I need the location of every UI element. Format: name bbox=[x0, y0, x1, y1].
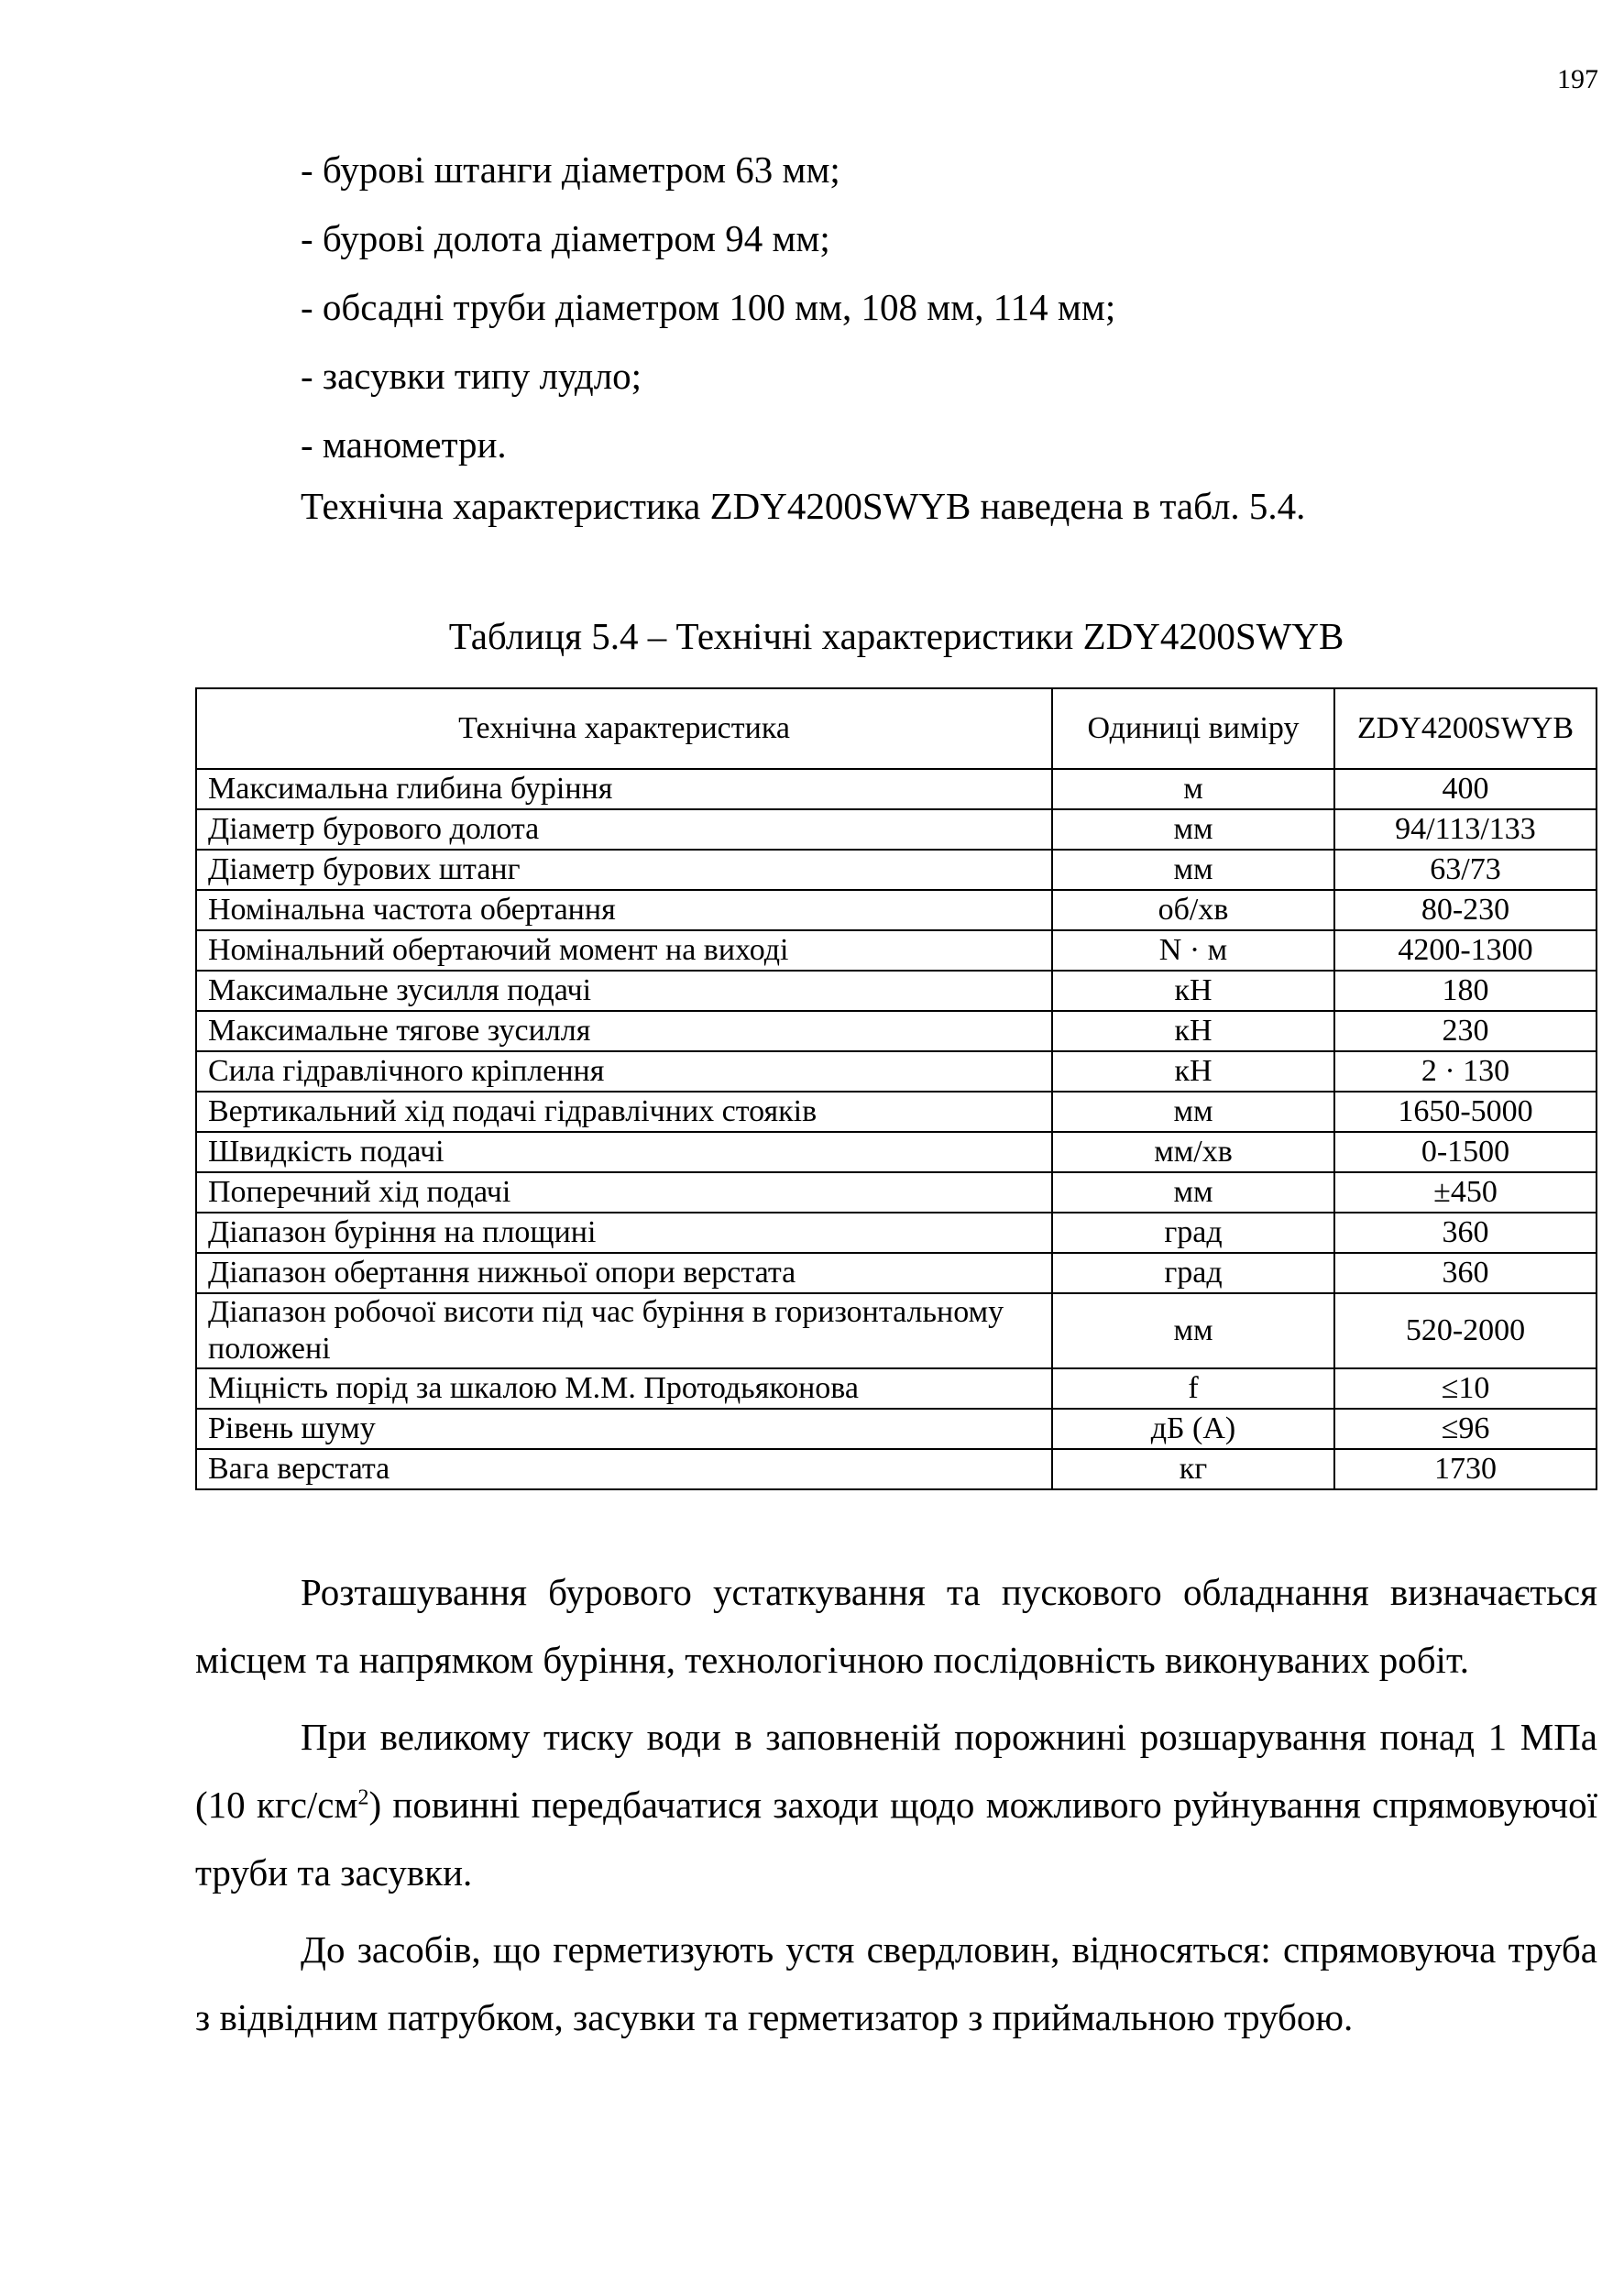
cell-value: 0-1500 bbox=[1334, 1132, 1597, 1172]
cell-characteristic: Міцність порід за шкалою М.М. Протодьяконова bbox=[196, 1368, 1052, 1409]
table-row bbox=[196, 1293, 1597, 1368]
cell-characteristic: Вага верстата bbox=[196, 1449, 1052, 1489]
table-row bbox=[196, 1449, 1597, 1489]
cell-value: 180 bbox=[1334, 971, 1597, 1011]
cell-units: кН bbox=[1052, 1011, 1334, 1051]
paragraph: Розташування бурового устаткування та пускового обладнання визначається місцем та напрямком буріння, технологічною послідовність виконуваних робіт. bbox=[195, 1571, 1597, 1681]
cell-units: кг bbox=[1052, 1449, 1334, 1489]
table-row bbox=[196, 850, 1597, 890]
list-item: - засувки типу лудло; bbox=[301, 355, 642, 397]
cell-units: мм bbox=[1052, 850, 1334, 890]
header-units: Одиниці виміру bbox=[1052, 688, 1334, 769]
cell-characteristic: Максимальне зусилля подачі bbox=[196, 971, 1052, 1011]
table-row bbox=[196, 1092, 1597, 1132]
cell-units: мм bbox=[1052, 1293, 1334, 1368]
cell-characteristic: Діапазон обертання нижньої опори верстата bbox=[196, 1253, 1052, 1293]
header-model: ZDY4200SWYB bbox=[1334, 688, 1597, 769]
cell-value: 360 bbox=[1334, 1253, 1597, 1293]
cell-value: 4200-1300 bbox=[1334, 930, 1597, 971]
cell-value: 360 bbox=[1334, 1213, 1597, 1253]
cell-units: кН bbox=[1052, 1051, 1334, 1092]
cell-characteristic: Рівень шуму bbox=[196, 1409, 1052, 1449]
cell-value: 520-2000 bbox=[1334, 1293, 1597, 1368]
table-row bbox=[196, 1172, 1597, 1213]
cell-characteristic: Діаметр бурових штанг bbox=[196, 850, 1052, 890]
cell-value: 230 bbox=[1334, 1011, 1597, 1051]
table-row bbox=[196, 1253, 1597, 1293]
table-header-row bbox=[196, 688, 1597, 769]
table-row bbox=[196, 1368, 1597, 1409]
cell-units: м bbox=[1052, 769, 1334, 809]
spec-table bbox=[195, 687, 1597, 1490]
table-row bbox=[196, 769, 1597, 809]
cell-value: 94/113/133 bbox=[1334, 809, 1597, 850]
cell-units: мм bbox=[1052, 809, 1334, 850]
header-characteristic: Технічна характеристика bbox=[196, 688, 1052, 769]
cell-value: 1730 bbox=[1334, 1449, 1597, 1489]
paragraph-text: ) повинні передбачатися заходи щодо можливого руйнування спрямовуючої труби та засувки. bbox=[195, 1784, 1597, 1894]
cell-units: мм bbox=[1052, 1092, 1334, 1132]
cell-value: 1650-5000 bbox=[1334, 1092, 1597, 1132]
cell-units: мм bbox=[1052, 1172, 1334, 1213]
cell-value: 2 · 130 bbox=[1334, 1051, 1597, 1092]
paragraph bbox=[195, 1703, 1597, 1906]
cell-characteristic: Номінальна частота обертання bbox=[196, 890, 1052, 930]
cell-units: мм/хв bbox=[1052, 1132, 1334, 1172]
list-item: - манометри. bbox=[301, 423, 507, 466]
cell-characteristic: Максимальна глибина буріння bbox=[196, 769, 1052, 809]
superscript: 2 bbox=[357, 1785, 369, 1810]
page-number: 197 bbox=[1557, 64, 1598, 94]
table-row bbox=[196, 809, 1597, 850]
cell-units: f bbox=[1052, 1368, 1334, 1409]
table-row bbox=[196, 1132, 1597, 1172]
table-body bbox=[196, 769, 1597, 1489]
table-row bbox=[196, 930, 1597, 971]
intro-text: Технічна характеристика ZDY4200SWYB наведена в табл. 5.4. bbox=[301, 485, 1306, 527]
paragraph-text: При великому тиску води в заповненій порожнині розшарування понад 1 МПа (10 кгс/см bbox=[195, 1716, 1597, 1826]
cell-characteristic: Діапазон робочої висоти під час буріння в горизонтальному положені bbox=[196, 1293, 1052, 1368]
cell-units: дБ (А) bbox=[1052, 1409, 1334, 1449]
cell-units: об/хв bbox=[1052, 890, 1334, 930]
cell-units: град bbox=[1052, 1253, 1334, 1293]
table-row bbox=[196, 1213, 1597, 1253]
cell-value: 80-230 bbox=[1334, 890, 1597, 930]
cell-characteristic: Сила гідравлічного кріплення bbox=[196, 1051, 1052, 1092]
equipment-list bbox=[301, 136, 1115, 479]
cell-units: град bbox=[1052, 1213, 1334, 1253]
paragraph: До засобів, що герметизують устя свердловин, відносяться: спрямовуюча труба з відвідним патрубком, засувки та герметизатор з приймальною трубою. bbox=[195, 1928, 1597, 2038]
cell-characteristic: Вертикальний хід подачі гідравлічних стояків bbox=[196, 1092, 1052, 1132]
cell-value: ≤96 bbox=[1334, 1409, 1597, 1449]
table-row bbox=[196, 1011, 1597, 1051]
cell-characteristic: Діапазон буріння на площині bbox=[196, 1213, 1052, 1253]
table-row bbox=[196, 971, 1597, 1011]
cell-units: кН bbox=[1052, 971, 1334, 1011]
list-item: - бурові штанги діаметром 63 мм; bbox=[301, 148, 840, 191]
table-row bbox=[196, 890, 1597, 930]
cell-characteristic: Максимальне тягове зусилля bbox=[196, 1011, 1052, 1051]
table-row bbox=[196, 1051, 1597, 1092]
table-caption: Таблиця 5.4 – Технічні характеристики ZDY4200SWYB bbox=[448, 615, 1344, 657]
cell-value: 63/73 bbox=[1334, 850, 1597, 890]
table-row bbox=[196, 1409, 1597, 1449]
cell-characteristic: Номінальний обертаючий момент на виході bbox=[196, 930, 1052, 971]
cell-units: N · м bbox=[1052, 930, 1334, 971]
cell-characteristic: Діаметр бурового долота bbox=[196, 809, 1052, 850]
cell-characteristic: Поперечний хід подачі bbox=[196, 1172, 1052, 1213]
body-text bbox=[195, 1558, 1597, 2060]
list-item: - бурові долота діаметром 94 мм; bbox=[301, 217, 830, 259]
cell-value: ≤10 bbox=[1334, 1368, 1597, 1409]
list-item: - обсадні труби діаметром 100 мм, 108 мм, 114 мм; bbox=[301, 286, 1116, 328]
cell-value: ±450 bbox=[1334, 1172, 1597, 1213]
cell-characteristic: Швидкість подачі bbox=[196, 1132, 1052, 1172]
cell-value: 400 bbox=[1334, 769, 1597, 809]
